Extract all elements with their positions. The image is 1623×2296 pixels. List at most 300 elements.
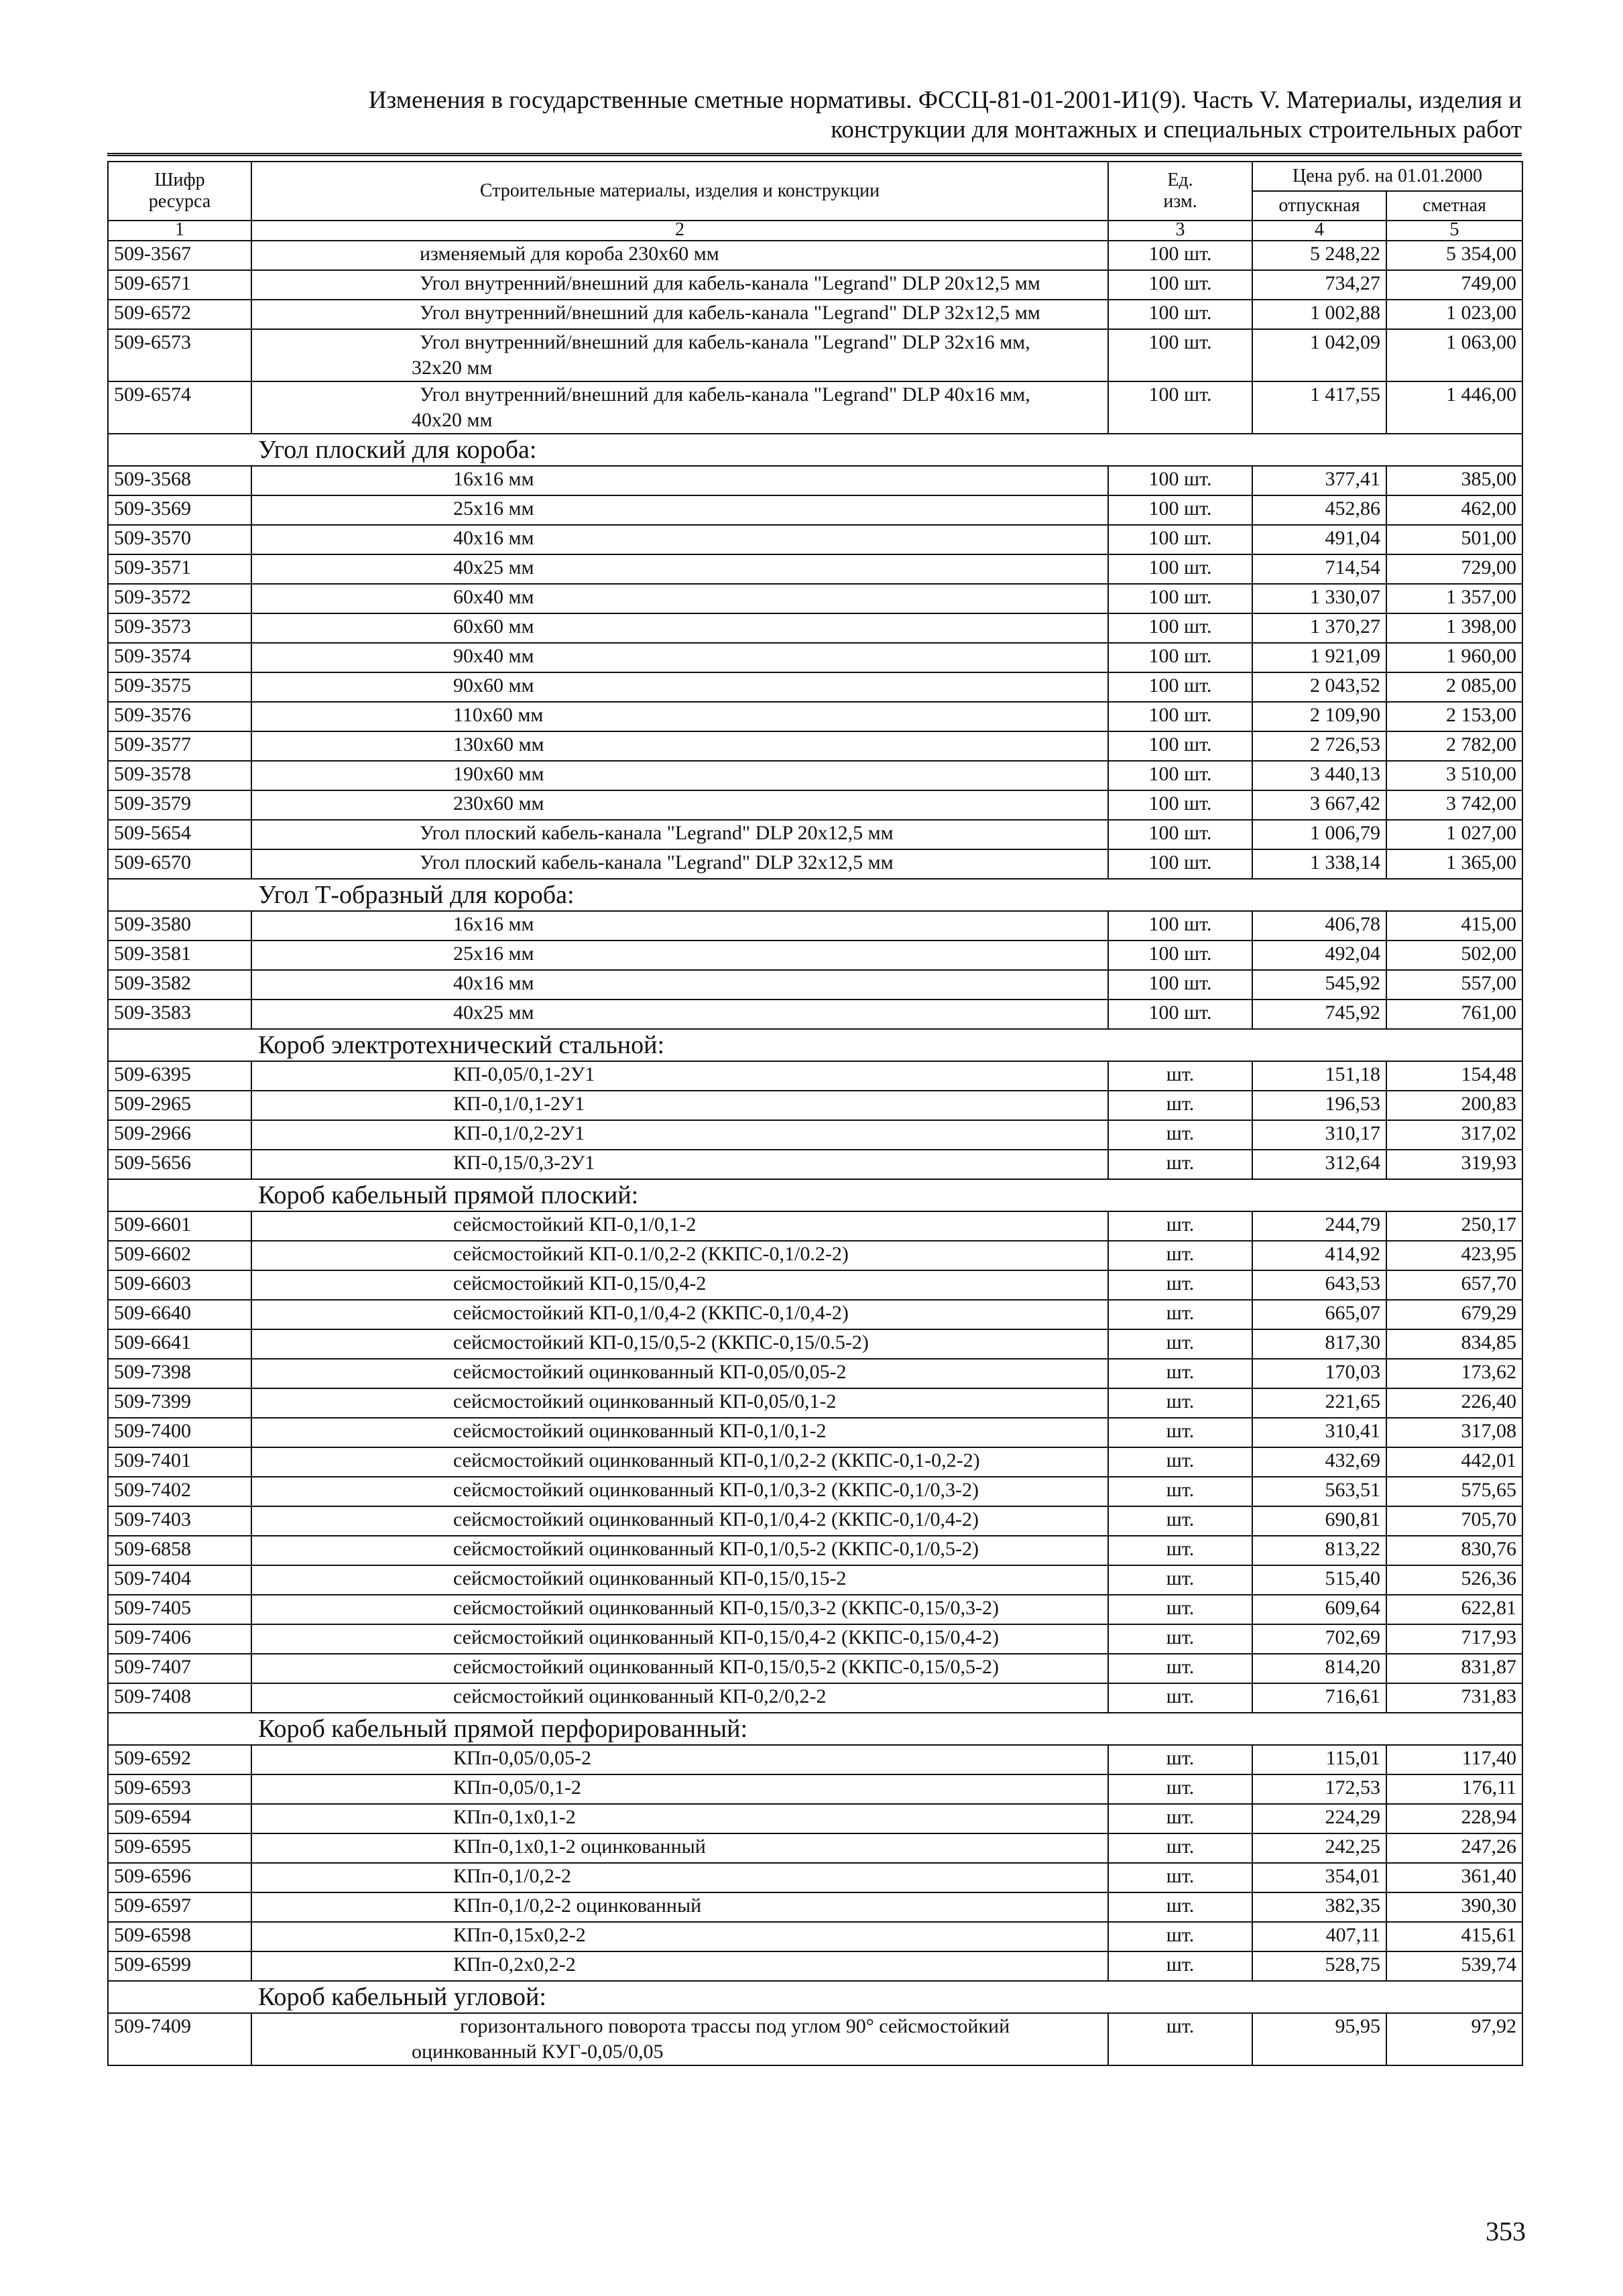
- resource-code: 509-3582: [108, 970, 251, 1000]
- release-price: 1 417,55: [1252, 381, 1386, 434]
- estimate-price: 415,00: [1386, 911, 1522, 941]
- unit-of-measure: 100 шт.: [1108, 702, 1252, 731]
- resource-code: 509-5654: [108, 820, 251, 849]
- release-price: 196,53: [1252, 1091, 1386, 1120]
- code-column-header: [108, 162, 251, 221]
- material-name: сейсмостойкий оцинкованный КП-0,1/0,4-2 (ККПС-0,1/0,4-2): [251, 1506, 1108, 1536]
- resource-code: 509-6641: [108, 1329, 251, 1359]
- material-name: 90х60 мм: [251, 672, 1108, 702]
- estimate-price: 173,62: [1386, 1359, 1522, 1388]
- table-row: [108, 1863, 1522, 1892]
- material-name: сейсмостойкий КП-0,1/0,4-2 (ККПС-0,1/0,4-2): [251, 1300, 1108, 1329]
- estimate-price: 385,00: [1386, 466, 1522, 495]
- estimate-price: 200,83: [1386, 1091, 1522, 1120]
- release-price: 491,04: [1252, 525, 1386, 554]
- release-price: 5 248,22: [1252, 241, 1386, 270]
- release-price: 1 370,27: [1252, 613, 1386, 643]
- estimate-price: 1 960,00: [1386, 643, 1522, 672]
- estimate-price: 717,93: [1386, 1624, 1522, 1654]
- section-row: [108, 1981, 1522, 2013]
- table-row: [108, 1477, 1522, 1506]
- table-row: [108, 613, 1522, 643]
- header-line-2: конструкции для монтажных и специальных строительных работ: [831, 116, 1522, 143]
- resource-code: 509-7398: [108, 1359, 251, 1388]
- section-title: Угол Т-образный для короба:: [251, 879, 1522, 911]
- header-rule: [107, 153, 1522, 156]
- unit-of-measure: шт.: [1108, 1774, 1252, 1804]
- material-name: сейсмостойкий оцинкованный КП-0,15/0,5-2 (ККПС-0,15/0,5-2): [251, 1654, 1108, 1683]
- release-price: 1 921,09: [1252, 643, 1386, 672]
- release-price: 310,41: [1252, 1418, 1386, 1447]
- table-row: [108, 495, 1522, 525]
- resource-code: 509-6595: [108, 1833, 251, 1863]
- unit-label-line-2: изм.: [1163, 191, 1197, 212]
- unit-of-measure: 100 шт.: [1108, 643, 1252, 672]
- release-price: 224,29: [1252, 1804, 1386, 1833]
- unit-of-measure: шт.: [1108, 1833, 1252, 1863]
- unit-of-measure: шт.: [1108, 1624, 1252, 1654]
- unit-of-measure: 100 шт.: [1108, 584, 1252, 613]
- release-price: 528,75: [1252, 1951, 1386, 1981]
- estimate-price: 1 365,00: [1386, 849, 1522, 879]
- estimate-price: 5 354,00: [1386, 241, 1522, 270]
- resource-code: 509-6571: [108, 270, 251, 300]
- material-name: 25х16 мм: [251, 495, 1108, 525]
- release-price: 382,35: [1252, 1892, 1386, 1922]
- resource-code: 509-6572: [108, 300, 251, 329]
- estimate-price: 250,17: [1386, 1211, 1522, 1241]
- unit-of-measure: 100 шт.: [1108, 790, 1252, 820]
- unit-of-measure: 100 шт.: [1108, 1000, 1252, 1029]
- estimate-price: 526,36: [1386, 1565, 1522, 1595]
- table-head-row-1: [108, 162, 1522, 191]
- table-row: [108, 1241, 1522, 1270]
- material-name: 16х16 мм: [251, 466, 1108, 495]
- unit-of-measure: шт.: [1108, 1477, 1252, 1506]
- estimate-price: 731,83: [1386, 1683, 1522, 1713]
- material-name: 40х16 мм: [251, 970, 1108, 1000]
- material-name: [251, 329, 1108, 381]
- release-price: 2 726,53: [1252, 731, 1386, 761]
- section-title: Угол плоский для короба:: [251, 434, 1522, 466]
- table-row: [108, 1447, 1522, 1477]
- estimate-price: 761,00: [1386, 1000, 1522, 1029]
- material-name: сейсмостойкий оцинкованный КП-0,15/0,15-2: [251, 1565, 1108, 1595]
- resource-code: 509-6640: [108, 1300, 251, 1329]
- release-price: 1 042,09: [1252, 329, 1386, 381]
- resource-code: 509-7405: [108, 1595, 251, 1624]
- release-price: 377,41: [1252, 466, 1386, 495]
- estimate-price: 679,29: [1386, 1300, 1522, 1329]
- material-name: сейсмостойкий КП-0,1/0,1-2: [251, 1211, 1108, 1241]
- release-price: 814,20: [1252, 1654, 1386, 1683]
- unit-of-measure: 100 шт.: [1108, 466, 1252, 495]
- estimate-price: 501,00: [1386, 525, 1522, 554]
- material-name: 110х60 мм: [251, 702, 1108, 731]
- resource-code: 509-2965: [108, 1091, 251, 1120]
- resource-code: 509-3580: [108, 911, 251, 941]
- estimate-price: 442,01: [1386, 1447, 1522, 1477]
- unit-of-measure: шт.: [1108, 1536, 1252, 1565]
- table-row: [108, 761, 1522, 790]
- estimate-price: 228,94: [1386, 1804, 1522, 1833]
- estimate-price: 361,40: [1386, 1863, 1522, 1892]
- release-price-header: отпускная: [1252, 191, 1386, 221]
- column-number: 3: [1108, 221, 1252, 241]
- material-name: 230х60 мм: [251, 790, 1108, 820]
- material-name: сейсмостойкий оцинкованный КП-0,05/0,05-2: [251, 1359, 1108, 1388]
- estimate-price-header: сметная: [1386, 191, 1522, 221]
- estimate-price: 834,85: [1386, 1329, 1522, 1359]
- release-price: 716,61: [1252, 1683, 1386, 1713]
- table-row: [108, 1565, 1522, 1595]
- resource-code: 509-7402: [108, 1477, 251, 1506]
- resource-code: 509-7409: [108, 2013, 251, 2065]
- section-title: Короб кабельный прямой плоский:: [251, 1179, 1522, 1211]
- estimate-price: 575,65: [1386, 1477, 1522, 1506]
- resource-code: 509-7407: [108, 1654, 251, 1683]
- unit-of-measure: шт.: [1108, 2013, 1252, 2065]
- release-price: 813,22: [1252, 1536, 1386, 1565]
- release-price: 609,64: [1252, 1595, 1386, 1624]
- release-price: 545,92: [1252, 970, 1386, 1000]
- material-name: 40х25 мм: [251, 1000, 1108, 1029]
- table-row: [108, 970, 1522, 1000]
- release-price: 1 002,88: [1252, 300, 1386, 329]
- section-code-cell: [108, 434, 251, 466]
- estimate-price: 2 153,00: [1386, 702, 1522, 731]
- estimate-price: 317,02: [1386, 1120, 1522, 1150]
- unit-of-measure: шт.: [1108, 1506, 1252, 1536]
- estimate-price: 176,11: [1386, 1774, 1522, 1804]
- estimate-price: 415,61: [1386, 1922, 1522, 1951]
- table-row: [108, 1595, 1522, 1624]
- material-name: сейсмостойкий оцинкованный КП-0,1/0,5-2 (ККПС-0,1/0,5-2): [251, 1536, 1108, 1565]
- resource-code: 509-6598: [108, 1922, 251, 1951]
- table-row: [108, 1061, 1522, 1091]
- estimate-price: 97,92: [1386, 2013, 1522, 2065]
- estimate-price: 557,00: [1386, 970, 1522, 1000]
- estimate-price: 247,26: [1386, 1833, 1522, 1863]
- resource-code: 509-7403: [108, 1506, 251, 1536]
- unit-of-measure: шт.: [1108, 1565, 1252, 1595]
- estimate-price: 317,08: [1386, 1418, 1522, 1447]
- estimate-price: 390,30: [1386, 1892, 1522, 1922]
- column-number: 2: [251, 221, 1108, 241]
- section-code-cell: [108, 879, 251, 911]
- estimate-price: 117,40: [1386, 1745, 1522, 1774]
- resource-code: 509-7400: [108, 1418, 251, 1447]
- estimate-price: 729,00: [1386, 554, 1522, 584]
- unit-of-measure: 100 шт.: [1108, 820, 1252, 849]
- unit-of-measure: 100 шт.: [1108, 241, 1252, 270]
- material-name-line-1: Угол внутренний/внешний для кабель-канала "Legrand" DLP 32х16 мм,: [420, 331, 1030, 353]
- material-name: Угол внутренний/внешний для кабель-канала "Legrand" DLP 20х12,5 мм: [251, 270, 1108, 300]
- resource-code: 509-3572: [108, 584, 251, 613]
- material-name: КП-0,1/0,1-2У1: [251, 1091, 1108, 1120]
- estimate-price: 1 446,00: [1386, 381, 1522, 434]
- estimate-price: 2 782,00: [1386, 731, 1522, 761]
- table-row: [108, 1388, 1522, 1418]
- table-row: [108, 270, 1522, 300]
- resource-code: 509-3570: [108, 525, 251, 554]
- material-name: КПп-0,05/0,05-2: [251, 1745, 1108, 1774]
- table-row: [108, 1150, 1522, 1179]
- release-price: 2 043,52: [1252, 672, 1386, 702]
- estimate-price: 1 027,00: [1386, 820, 1522, 849]
- material-name: КПп-0,1х0,1-2 оцинкованный: [251, 1833, 1108, 1863]
- table-row: [108, 241, 1522, 270]
- unit-of-measure: шт.: [1108, 1359, 1252, 1388]
- resource-code: 509-6601: [108, 1211, 251, 1241]
- estimate-price: 226,40: [1386, 1388, 1522, 1418]
- unit-of-measure: шт.: [1108, 1447, 1252, 1477]
- unit-of-measure: шт.: [1108, 1329, 1252, 1359]
- unit-of-measure: 100 шт.: [1108, 300, 1252, 329]
- unit-of-measure: шт.: [1108, 1804, 1252, 1833]
- resource-code: 509-6593: [108, 1774, 251, 1804]
- section-row: [108, 1029, 1522, 1061]
- resource-code: 509-3574: [108, 643, 251, 672]
- unit-of-measure: 100 шт.: [1108, 525, 1252, 554]
- unit-of-measure: шт.: [1108, 1745, 1252, 1774]
- table-row: [108, 1418, 1522, 1447]
- material-name: сейсмостойкий оцинкованный КП-0,1/0,1-2: [251, 1418, 1108, 1447]
- unit-of-measure: шт.: [1108, 1300, 1252, 1329]
- unit-of-measure: шт.: [1108, 1951, 1252, 1981]
- material-name: 190х60 мм: [251, 761, 1108, 790]
- column-number-row: [108, 221, 1522, 241]
- section-row: [108, 879, 1522, 911]
- estimate-price: 3 510,00: [1386, 761, 1522, 790]
- table-row: [108, 1506, 1522, 1536]
- table-row: [108, 2013, 1522, 2065]
- unit-of-measure: шт.: [1108, 1388, 1252, 1418]
- material-name-line-2: оцинкованный КУГ-0,05/0,05: [412, 2041, 664, 2063]
- table-row: [108, 329, 1522, 381]
- release-price: 115,01: [1252, 1745, 1386, 1774]
- material-name-line-1: Угол внутренний/внешний для кабель-канала "Legrand" DLP 40х16 мм,: [420, 383, 1030, 406]
- resource-code: 509-3577: [108, 731, 251, 761]
- resource-code: 509-6597: [108, 1892, 251, 1922]
- table-row: [108, 672, 1522, 702]
- unit-of-measure: 100 шт.: [1108, 849, 1252, 879]
- material-name: КПп-0,15х0,2-2: [251, 1922, 1108, 1951]
- section-code-cell: [108, 1981, 251, 2013]
- table-row: [108, 1774, 1522, 1804]
- table-row: [108, 300, 1522, 329]
- resource-code: 509-3567: [108, 241, 251, 270]
- resource-code: 509-6858: [108, 1536, 251, 1565]
- table-row: [108, 790, 1522, 820]
- material-name: сейсмостойкий оцинкованный КП-0,15/0,3-2 (ККПС-0,15/0,3-2): [251, 1595, 1108, 1624]
- table-row: [108, 643, 1522, 672]
- unit-of-measure: 100 шт.: [1108, 731, 1252, 761]
- estimate-price: 1 398,00: [1386, 613, 1522, 643]
- release-price: 244,79: [1252, 1211, 1386, 1241]
- table-row: [108, 1683, 1522, 1713]
- release-price: 452,86: [1252, 495, 1386, 525]
- estimate-price: 502,00: [1386, 941, 1522, 970]
- price-column-header: Цена руб. на 01.01.2000: [1252, 162, 1522, 191]
- release-price: 563,51: [1252, 1477, 1386, 1506]
- table-row: [108, 731, 1522, 761]
- name-column-header: Строительные материалы, изделия и конструкции: [251, 162, 1108, 221]
- material-name: сейсмостойкий КП-0,15/0,4-2: [251, 1270, 1108, 1300]
- table-row: [108, 849, 1522, 879]
- resource-code: 509-3583: [108, 1000, 251, 1029]
- unit-of-measure: шт.: [1108, 1922, 1252, 1951]
- material-name: КПп-0,1х0,1-2: [251, 1804, 1108, 1833]
- column-number: 5: [1386, 221, 1522, 241]
- resource-code: 509-3579: [108, 790, 251, 820]
- column-number: 1: [108, 221, 251, 241]
- release-price: 492,04: [1252, 941, 1386, 970]
- release-price: 702,69: [1252, 1624, 1386, 1654]
- code-label-line-2: ресурса: [148, 191, 211, 212]
- unit-of-measure: шт.: [1108, 1418, 1252, 1447]
- material-name: сейсмостойкий оцинкованный КП-0,1/0,3-2 (ККПС-0,1/0,3-2): [251, 1477, 1108, 1506]
- resource-code: 509-6599: [108, 1951, 251, 1981]
- unit-of-measure: 100 шт.: [1108, 381, 1252, 434]
- estimate-price: 539,74: [1386, 1951, 1522, 1981]
- release-price: 3 667,42: [1252, 790, 1386, 820]
- unit-of-measure: 100 шт.: [1108, 970, 1252, 1000]
- release-price: 312,64: [1252, 1150, 1386, 1179]
- section-code-cell: [108, 1179, 251, 1211]
- section-title: Короб кабельный прямой перфорированный:: [251, 1713, 1522, 1745]
- page-header: [107, 86, 1522, 145]
- material-name: сейсмостойкий оцинкованный КП-0,2/0,2-2: [251, 1683, 1108, 1713]
- material-name: [251, 381, 1108, 434]
- material-name: сейсмостойкий оцинкованный КП-0,1/0,2-2 (ККПС-0,1-0,2-2): [251, 1447, 1108, 1477]
- material-name: изменяемый для короба 230х60 мм: [251, 241, 1108, 270]
- section-row: [108, 1713, 1522, 1745]
- release-price: 1 338,14: [1252, 849, 1386, 879]
- unit-of-measure: шт.: [1108, 1150, 1252, 1179]
- release-price: 714,54: [1252, 554, 1386, 584]
- table-row: [108, 1359, 1522, 1388]
- material-name: сейсмостойкий оцинкованный КП-0,15/0,4-2 (ККПС-0,15/0,4-2): [251, 1624, 1108, 1654]
- release-price: 2 109,90: [1252, 702, 1386, 731]
- estimate-price: 705,70: [1386, 1506, 1522, 1536]
- resource-code: 509-6395: [108, 1061, 251, 1091]
- resource-code: 509-3581: [108, 941, 251, 970]
- material-name: [251, 2013, 1108, 2065]
- column-number: 4: [1252, 221, 1386, 241]
- resource-code: 509-6596: [108, 1863, 251, 1892]
- material-name: КП-0,15/0,3-2У1: [251, 1150, 1108, 1179]
- resource-code: 509-6573: [108, 329, 251, 381]
- resource-code: 509-6594: [108, 1804, 251, 1833]
- table-row: [108, 820, 1522, 849]
- material-name: Угол плоский кабель-канала "Legrand" DLP 20х12,5 мм: [251, 820, 1108, 849]
- page-number: 353: [1486, 2216, 1526, 2246]
- table-row: [108, 941, 1522, 970]
- material-name: 60х40 мм: [251, 584, 1108, 613]
- material-name: Угол внутренний/внешний для кабель-канала "Legrand" DLP 32х12,5 мм: [251, 300, 1108, 329]
- release-price: 354,01: [1252, 1863, 1386, 1892]
- table-row: [108, 554, 1522, 584]
- section-row: [108, 1179, 1522, 1211]
- material-name: КП-0,05/0,1-2У1: [251, 1061, 1108, 1091]
- table-row: [108, 702, 1522, 731]
- release-price: 1 006,79: [1252, 820, 1386, 849]
- unit-column-header: [1108, 162, 1252, 221]
- estimate-price: 1 023,00: [1386, 300, 1522, 329]
- release-price: 310,17: [1252, 1120, 1386, 1150]
- table-row: [108, 1211, 1522, 1241]
- table-row: [108, 1951, 1522, 1981]
- release-price: 817,30: [1252, 1329, 1386, 1359]
- material-name: КП-0,1/0,2-2У1: [251, 1120, 1108, 1150]
- unit-of-measure: шт.: [1108, 1241, 1252, 1270]
- release-price: 406,78: [1252, 911, 1386, 941]
- resource-code: 509-6602: [108, 1241, 251, 1270]
- table-row: [108, 1536, 1522, 1565]
- release-price: 95,95: [1252, 2013, 1386, 2065]
- material-name: КПп-0,05/0,1-2: [251, 1774, 1108, 1804]
- header-line-1: Изменения в государственные сметные нормативы. ФССЦ-81-01-2001-И1(9). Часть V. Материалы, изделия и: [368, 86, 1522, 114]
- estimate-price: 319,93: [1386, 1150, 1522, 1179]
- release-price: 515,40: [1252, 1565, 1386, 1595]
- section-code-cell: [108, 1713, 251, 1745]
- material-name: 40х16 мм: [251, 525, 1108, 554]
- table-row: [108, 911, 1522, 941]
- unit-of-measure: 100 шт.: [1108, 911, 1252, 941]
- table-row: [108, 1804, 1522, 1833]
- release-price: 690,81: [1252, 1506, 1386, 1536]
- table-row: [108, 1833, 1522, 1863]
- table-row: [108, 1329, 1522, 1359]
- estimate-price: 1 063,00: [1386, 329, 1522, 381]
- resource-code: 509-5656: [108, 1150, 251, 1179]
- resource-code: 509-7404: [108, 1565, 251, 1595]
- estimate-price: 2 085,00: [1386, 672, 1522, 702]
- table-row: [108, 1000, 1522, 1029]
- release-price: 745,92: [1252, 1000, 1386, 1029]
- resource-code: 509-3575: [108, 672, 251, 702]
- table-row: [108, 525, 1522, 554]
- resource-code: 509-6570: [108, 849, 251, 879]
- table-row: [108, 466, 1522, 495]
- table-row: [108, 1745, 1522, 1774]
- release-price: 151,18: [1252, 1061, 1386, 1091]
- estimate-price: 423,95: [1386, 1241, 1522, 1270]
- estimate-price: 657,70: [1386, 1270, 1522, 1300]
- unit-of-measure: шт.: [1108, 1120, 1252, 1150]
- material-name: сейсмостойкий КП-0.1/0,2-2 (ККПС-0,1/0.2-2): [251, 1241, 1108, 1270]
- table-row: [108, 1892, 1522, 1922]
- material-name: 40х25 мм: [251, 554, 1108, 584]
- material-name: 60х60 мм: [251, 613, 1108, 643]
- price-table: [107, 161, 1523, 2066]
- release-price: 172,53: [1252, 1774, 1386, 1804]
- release-price: 1 330,07: [1252, 584, 1386, 613]
- table-row: [108, 1654, 1522, 1683]
- resource-code: 509-6603: [108, 1270, 251, 1300]
- unit-of-measure: шт.: [1108, 1270, 1252, 1300]
- resource-code: 509-3569: [108, 495, 251, 525]
- release-price: 407,11: [1252, 1922, 1386, 1951]
- resource-code: 509-2966: [108, 1120, 251, 1150]
- resource-code: 509-3576: [108, 702, 251, 731]
- section-code-cell: [108, 1029, 251, 1061]
- section-row: [108, 434, 1522, 466]
- material-name: КПп-0,1/0,2-2 оцинкованный: [251, 1892, 1108, 1922]
- resource-code: 509-3578: [108, 761, 251, 790]
- material-name: 90х40 мм: [251, 643, 1108, 672]
